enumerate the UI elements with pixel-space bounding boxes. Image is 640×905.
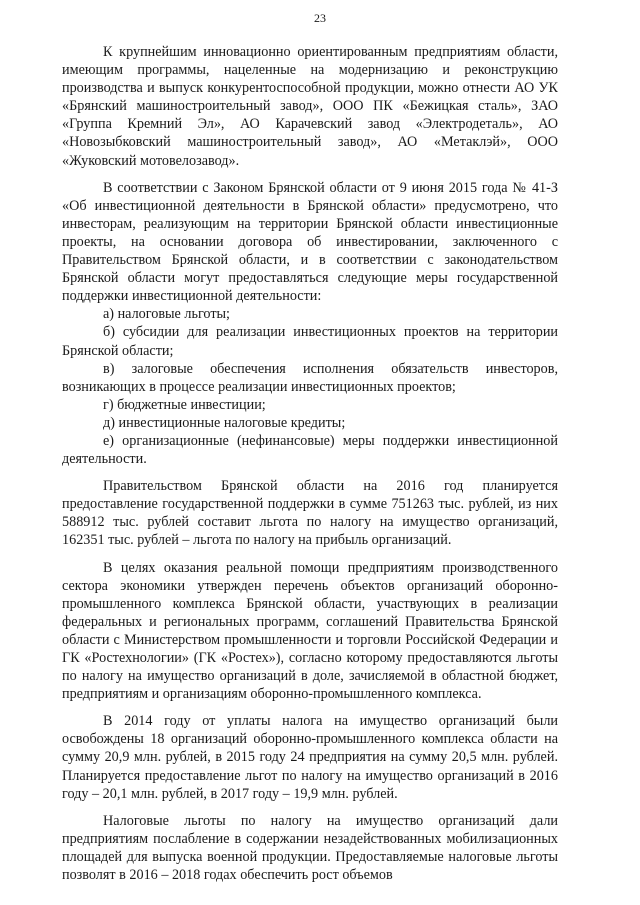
- paragraph-state-support-2016: Правительством Брянской области на 2016 год планируется предоставление государственной поддержки в сумме 751263 тыс. рублей, из них 588912 тыс. рублей составит льгота по налогу на имущество организаций, 162351 тыс. рублей – льгота по налогу на прибыль организаций.: [62, 478, 558, 549]
- paragraph-property-tax-exemptions: В 2014 году от уплаты налога на имущество организаций были освобождены 18 организаций оборонно-промышленного комплекса области на сумму 20,9 млн. рублей, в 2015 году 24 предприятия на сумму 20,5 млн. рублей. Планируется предоставление льгот по налогу на имущество организаций в 2016 году – 20,1 млн. рублей, в 2017 году – 19,9 млн. рублей.: [62, 713, 558, 802]
- paragraph-investment-law: В соответствии с Законом Брянской области от 9 июня 2015 года № 41-З «Об инвестиционной деятельности в Брянской области» предусмотрено, что инвесторам, реализующим на территории Брянской области инвестиционные проекты, на основании договора об инвестировании, заключенного с Правительством Брянской области, и в соответствии с законодательством Брянской области могут предоставляться следующие меры государственной поддержки инвестиционной деятельности:: [62, 179, 558, 305]
- list-item-v: в) залоговые обеспечения исполнения обязательств инвесторов, возникающих в процессе реализации инвестиционных проектов;: [62, 360, 558, 395]
- paragraph-major-enterprises: К крупнейшим инновационно ориентированным предприятиям области, имеющим программы, нацеленные на модернизацию и реконструкцию производства и выпуск конкурентоспособной продукции, можно отнести АО УК «Брянский машиностроительный завод», ООО ПК «Бежицкая сталь», ЗАО «Группа Кремний Эл», АО Карачевский завод «Электродеталь», АО «Новозыбковский машиностроительный завод», АО «Метаклэй», ООО «Жуковский мотовелозавод».: [62, 44, 558, 169]
- list-item-g: г) бюджетные инвестиции;: [103, 396, 266, 413]
- paragraph-defense-industry-list: В целях оказания реальной помощи предприятиям производственного сектора экономики утвержден перечень объектов организаций оборонно-промышленного комплекса Брянской области, участвующих в реализации федеральных и региональных программ, соглашений Правительства Брянской области с Министерством промышленности и торговли Российской Федерации и ГК «Ростехнологии» (ГК «Ростех»), согласно которому предоставляются льготы по налогу на имущество организаций в доле, зачисляемой в областной бюджет, предприятиям и организациям оборонно-промышленного комплекса.: [62, 559, 558, 703]
- list-item-a: а) налоговые льготы;: [103, 306, 230, 323]
- list-item-e: е) организационные (нефинансовые) меры поддержки инвестиционной деятельности.: [62, 432, 558, 468]
- list-item-b: б) субсидии для реализации инвестиционных проектов на территории Брянской области;: [62, 324, 558, 359]
- list-item-d: д) инвестиционные налоговые кредиты;: [103, 414, 346, 431]
- document-body: [62, 43, 558, 884]
- page-number: 23: [314, 11, 326, 25]
- paragraph-tax-benefits-effect: Налоговые льготы по налогу на имущество организаций дали предприятиям послабление в содержании незадействованных мобилизационных площадей для выпуска военной продукции. Предоставляемые налоговые льготы позволят в 2016 – 2018 годах обеспечить рост объемов: [62, 812, 558, 884]
